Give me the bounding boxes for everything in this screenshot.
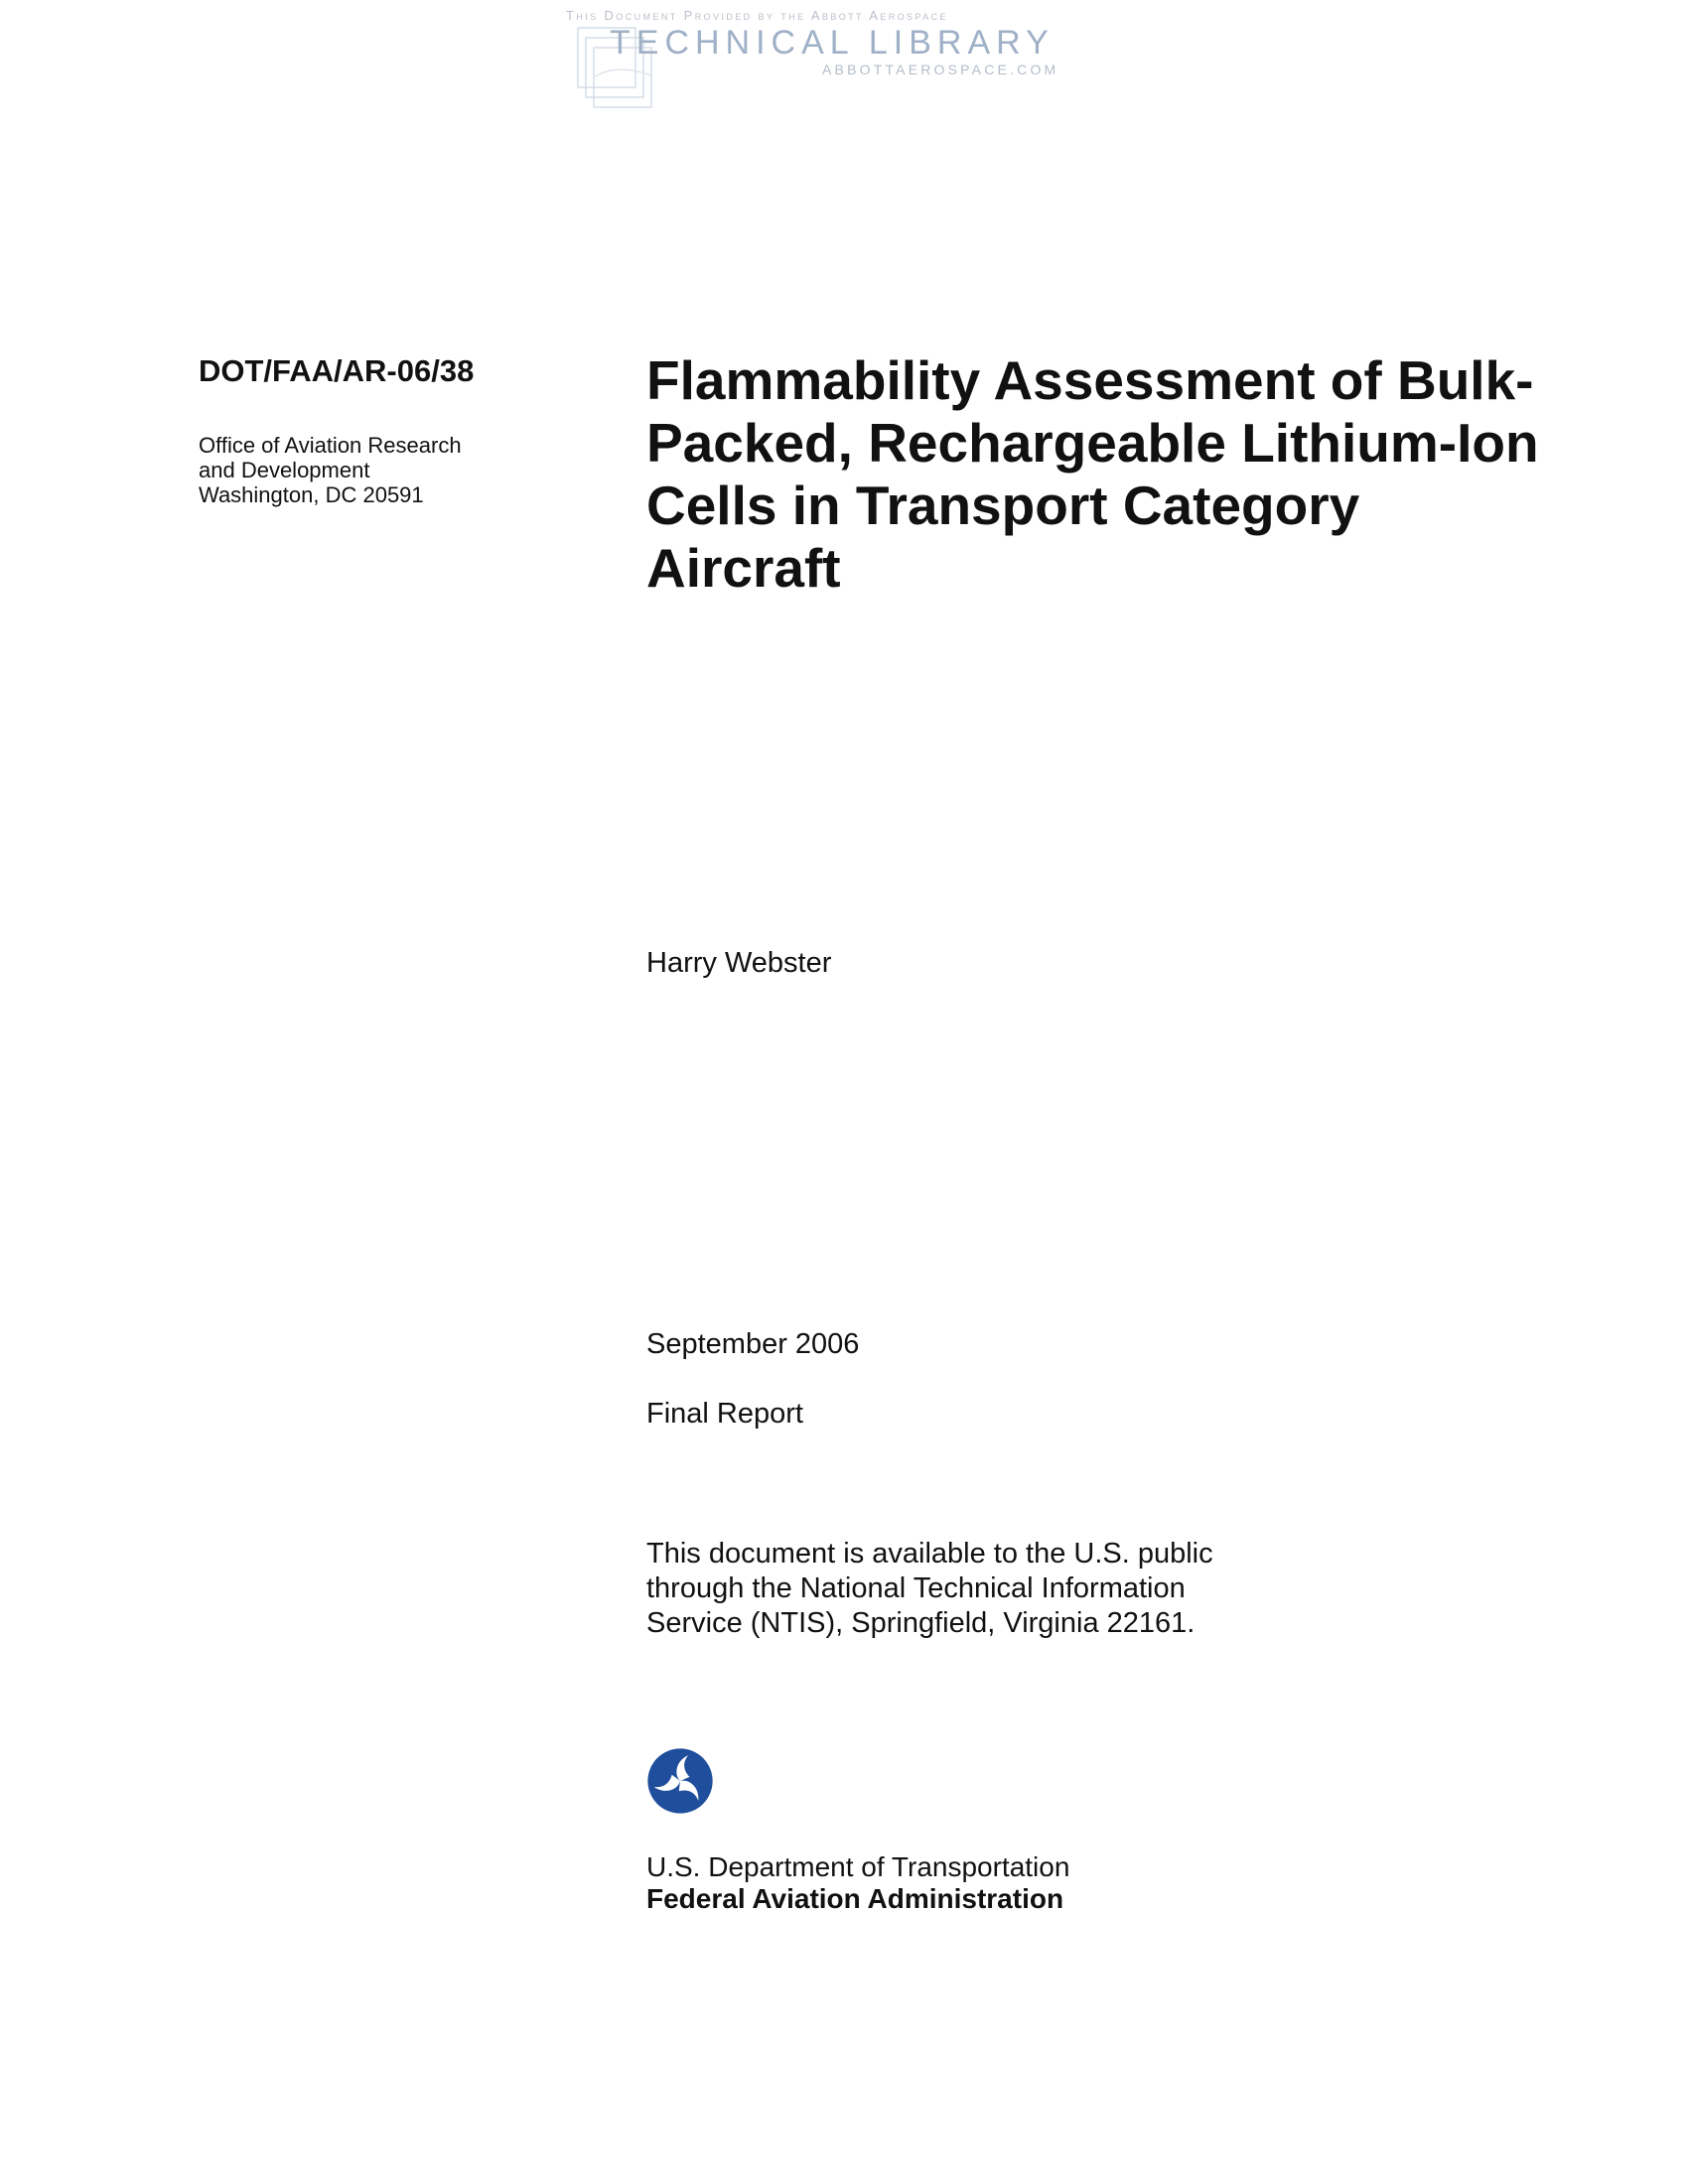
report-date: September 2006	[646, 1328, 860, 1360]
dot-logo-icon	[646, 1747, 714, 1815]
watermark-provided-by: This Document Provided by the Abbott Aerospace	[566, 8, 948, 23]
title-line: Cells in Transport Category	[646, 475, 1360, 536]
administration-name: Federal Aviation Administration	[646, 1883, 1064, 1914]
report-number: DOT/FAA/AR-06/38	[199, 353, 475, 388]
office-address	[199, 433, 462, 507]
title-line: Packed, Rechargeable Lithium-Ion	[646, 412, 1539, 474]
agency-block	[646, 1851, 1069, 1915]
watermark-website: ABBOTTAEROSPACE.COM	[822, 62, 1059, 77]
report-title	[646, 349, 1600, 600]
department-name: U.S. Department of Transportation	[646, 1851, 1070, 1882]
availability-line: Service (NTIS), Springfield, Virginia 22161.	[646, 1607, 1196, 1639]
watermark-header	[566, 4, 1082, 115]
office-line: Washington, DC 20591	[199, 482, 424, 507]
availability-line: This document is available to the U.S. public	[646, 1538, 1213, 1570]
watermark-library-name: TECHNICAL LIBRARY	[610, 24, 1055, 62]
availability-line: through the National Technical Information	[646, 1572, 1186, 1604]
availability-statement	[646, 1537, 1213, 1641]
title-line: Flammability Assessment of Bulk-	[646, 349, 1534, 411]
title-line: Aircraft	[646, 537, 841, 599]
office-line: Office of Aviation Research	[199, 433, 462, 458]
author-name: Harry Webster	[646, 947, 832, 979]
office-line: and Development	[199, 458, 370, 482]
report-type: Final Report	[646, 1398, 803, 1430]
